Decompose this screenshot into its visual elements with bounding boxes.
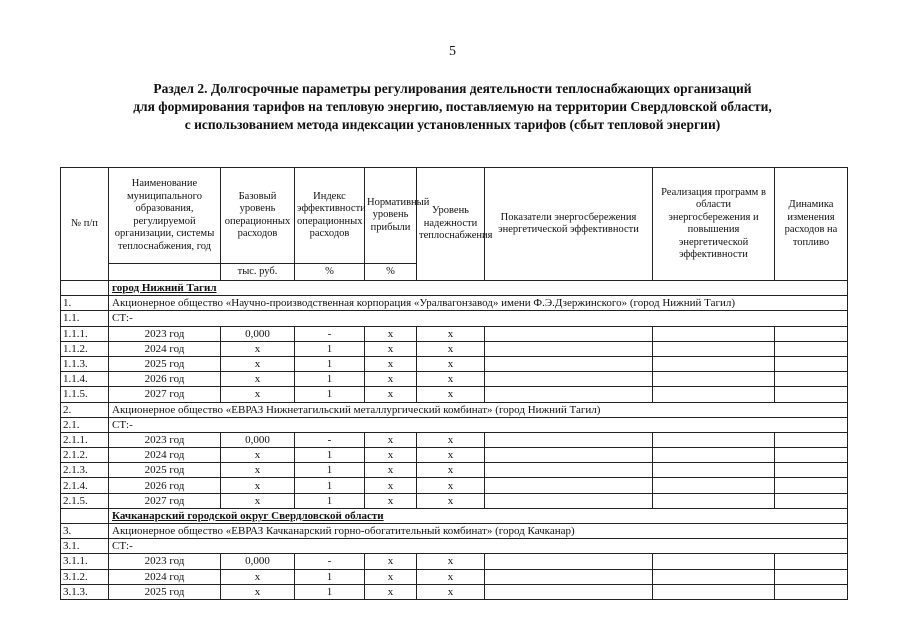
row-number: 1.1.2. — [61, 341, 109, 356]
programs-cell — [653, 584, 775, 599]
tariff-parameters-table — [60, 167, 848, 600]
efficiency-index-cell: 1 — [295, 356, 365, 371]
table-row — [61, 554, 848, 569]
efficiency-index-cell: 1 — [295, 387, 365, 402]
section-title — [109, 281, 848, 296]
reliability-cell: х — [417, 432, 485, 447]
normative-profit-cell: х — [365, 448, 417, 463]
section-title-text: город Нижний Тагил — [112, 282, 217, 295]
fuel-dynamics-cell — [775, 463, 848, 478]
energy-saving-cell — [485, 554, 653, 569]
unit-index: % — [295, 264, 365, 281]
base-opex-cell: х — [221, 356, 295, 371]
row-number: 1.1.4. — [61, 372, 109, 387]
heat-system-row — [61, 539, 848, 554]
base-opex-cell: х — [221, 372, 295, 387]
reliability-cell: х — [417, 478, 485, 493]
base-opex-cell: х — [221, 463, 295, 478]
reliability-cell: х — [417, 463, 485, 478]
reliability-cell: х — [417, 448, 485, 463]
row-number: 2.1. — [61, 417, 109, 432]
heading-line-3: с использованием метода индексации установленных тарифов (сбыт тепловой энергии) — [184, 117, 721, 132]
heat-system-row — [61, 417, 848, 432]
efficiency-index-cell: 1 — [295, 584, 365, 599]
efficiency-index-cell: - — [295, 432, 365, 447]
energy-saving-cell — [485, 493, 653, 508]
normative-profit-cell: х — [365, 387, 417, 402]
table-row — [61, 584, 848, 599]
heat-system-label: СТ:- — [109, 417, 848, 432]
energy-saving-cell — [485, 356, 653, 371]
fuel-dynamics-cell — [775, 341, 848, 356]
col-header-energy: Показатели энергосбережения энергетической эффективности — [485, 168, 653, 281]
fuel-dynamics-cell — [775, 569, 848, 584]
table-row — [61, 326, 848, 341]
base-opex-cell: х — [221, 341, 295, 356]
normative-profit-cell: х — [365, 372, 417, 387]
programs-cell — [653, 341, 775, 356]
efficiency-index-cell: 1 — [295, 341, 365, 356]
heat-system-row — [61, 311, 848, 326]
heat-system-label: СТ:- — [109, 311, 848, 326]
fuel-dynamics-cell — [775, 584, 848, 599]
normative-profit-cell: х — [365, 432, 417, 447]
organization-row — [61, 402, 848, 417]
fuel-dynamics-cell — [775, 356, 848, 371]
base-opex-cell: х — [221, 569, 295, 584]
row-number: 3. — [61, 524, 109, 539]
programs-cell — [653, 478, 775, 493]
row-number: 2.1.5. — [61, 493, 109, 508]
section-row — [61, 508, 848, 523]
section-title — [109, 508, 848, 523]
table-row — [61, 372, 848, 387]
base-opex-cell: х — [221, 493, 295, 508]
table-body — [61, 281, 848, 600]
heading-line-1: Раздел 2. Долгосрочные параметры регулирования деятельности теплоснабжающих организаций — [153, 81, 752, 96]
normative-profit-cell: х — [365, 478, 417, 493]
row-number: 2. — [61, 402, 109, 417]
fuel-dynamics-cell — [775, 554, 848, 569]
col-header-reliability: Уровень надежности теплоснабжения — [417, 168, 485, 281]
fuel-dynamics-cell — [775, 432, 848, 447]
col-header-index: Индекс эффективности операционных расходов — [295, 168, 365, 264]
energy-saving-cell — [485, 341, 653, 356]
year-cell: 2026 год — [109, 372, 221, 387]
row-number: 2.1.4. — [61, 478, 109, 493]
programs-cell — [653, 463, 775, 478]
year-cell: 2024 год — [109, 569, 221, 584]
reliability-cell: х — [417, 387, 485, 402]
fuel-dynamics-cell — [775, 326, 848, 341]
table-row — [61, 341, 848, 356]
normative-profit-cell: х — [365, 463, 417, 478]
energy-saving-cell — [485, 372, 653, 387]
organization-name: Акционерное общество «ЕВРАЗ Нижнетагильский металлургический комбинат» (город Нижний Тагил) — [109, 402, 848, 417]
organization-row — [61, 296, 848, 311]
row-number: 1.1.5. — [61, 387, 109, 402]
row-number: 1. — [61, 296, 109, 311]
col-header-name: Наименование муниципального образования, регулируемой организации, системы теплоснабжения, год — [109, 168, 221, 264]
table-row — [61, 387, 848, 402]
normative-profit-cell: х — [365, 341, 417, 356]
year-cell: 2027 год — [109, 493, 221, 508]
year-cell: 2024 год — [109, 341, 221, 356]
fuel-dynamics-cell — [775, 387, 848, 402]
heat-system-label: СТ:- — [109, 539, 848, 554]
table-row — [61, 432, 848, 447]
efficiency-index-cell: - — [295, 326, 365, 341]
normative-profit-cell: х — [365, 569, 417, 584]
year-cell: 2023 год — [109, 554, 221, 569]
programs-cell — [653, 387, 775, 402]
year-cell: 2027 год — [109, 387, 221, 402]
programs-cell — [653, 356, 775, 371]
year-cell: 2025 год — [109, 463, 221, 478]
table-row — [61, 493, 848, 508]
reliability-cell: х — [417, 326, 485, 341]
col-header-name-unit — [109, 264, 221, 281]
section-row — [61, 281, 848, 296]
programs-cell — [653, 493, 775, 508]
fuel-dynamics-cell — [775, 448, 848, 463]
fuel-dynamics-cell — [775, 372, 848, 387]
table-row — [61, 463, 848, 478]
normative-profit-cell: х — [365, 554, 417, 569]
section-num-cell — [61, 281, 109, 296]
year-cell: 2023 год — [109, 326, 221, 341]
reliability-cell: х — [417, 341, 485, 356]
energy-saving-cell — [485, 448, 653, 463]
row-number: 2.1.1. — [61, 432, 109, 447]
unit-base: тыс. руб. — [221, 264, 295, 281]
efficiency-index-cell: 1 — [295, 493, 365, 508]
efficiency-index-cell: 1 — [295, 478, 365, 493]
base-opex-cell: 0,000 — [221, 554, 295, 569]
col-header-num: № п/п — [61, 168, 109, 281]
reliability-cell: х — [417, 493, 485, 508]
normative-profit-cell: х — [365, 326, 417, 341]
base-opex-cell: 0,000 — [221, 432, 295, 447]
row-number: 2.1.2. — [61, 448, 109, 463]
year-cell: 2023 год — [109, 432, 221, 447]
reliability-cell: х — [417, 356, 485, 371]
energy-saving-cell — [485, 463, 653, 478]
year-cell: 2024 год — [109, 448, 221, 463]
section-heading — [0, 80, 905, 134]
row-number: 3.1.1. — [61, 554, 109, 569]
energy-saving-cell — [485, 432, 653, 447]
base-opex-cell: х — [221, 584, 295, 599]
normative-profit-cell: х — [365, 356, 417, 371]
programs-cell — [653, 372, 775, 387]
programs-cell — [653, 432, 775, 447]
row-number: 1.1. — [61, 311, 109, 326]
base-opex-cell: х — [221, 448, 295, 463]
year-cell: 2026 год — [109, 478, 221, 493]
energy-saving-cell — [485, 478, 653, 493]
row-number: 1.1.3. — [61, 356, 109, 371]
base-opex-cell: 0,000 — [221, 326, 295, 341]
col-header-fuel: Динамика изменения расходов на топливо — [775, 168, 848, 281]
programs-cell — [653, 326, 775, 341]
energy-saving-cell — [485, 326, 653, 341]
table-row — [61, 569, 848, 584]
energy-saving-cell — [485, 569, 653, 584]
energy-saving-cell — [485, 387, 653, 402]
col-header-norm: Нормативный уровень прибыли — [365, 168, 417, 264]
year-cell: 2025 год — [109, 584, 221, 599]
col-header-base: Базовый уровень операционных расходов — [221, 168, 295, 264]
efficiency-index-cell: 1 — [295, 448, 365, 463]
organization-name: Акционерное общество «ЕВРАЗ Качканарский горно-обогатительный комбинат» (город Качканар) — [109, 524, 848, 539]
programs-cell — [653, 448, 775, 463]
normative-profit-cell: х — [365, 584, 417, 599]
table-row — [61, 478, 848, 493]
organization-name: Акционерное общество «Научно-производственная корпорация «Уралвагонзавод» имени Ф.Э.Дзержинского» (город Нижний Тагил) — [109, 296, 848, 311]
efficiency-index-cell: 1 — [295, 569, 365, 584]
reliability-cell: х — [417, 372, 485, 387]
row-number: 3.1.2. — [61, 569, 109, 584]
base-opex-cell: х — [221, 478, 295, 493]
reliability-cell: х — [417, 554, 485, 569]
normative-profit-cell: х — [365, 493, 417, 508]
row-number: 1.1.1. — [61, 326, 109, 341]
programs-cell — [653, 569, 775, 584]
page-number: 5 — [449, 44, 456, 59]
row-number: 3.1. — [61, 539, 109, 554]
programs-cell — [653, 554, 775, 569]
organization-row — [61, 524, 848, 539]
unit-norm: % — [365, 264, 417, 281]
table-row — [61, 356, 848, 371]
year-cell: 2025 год — [109, 356, 221, 371]
col-header-programs: Реализация программ в области энергосбережения и повышения энергетической эффективности — [653, 168, 775, 281]
heading-line-2: для формирования тарифов на тепловую энергию, поставляемую на территории Свердловской области, — [133, 99, 772, 114]
reliability-cell: х — [417, 584, 485, 599]
table-row — [61, 448, 848, 463]
base-opex-cell: х — [221, 387, 295, 402]
energy-saving-cell — [485, 584, 653, 599]
fuel-dynamics-cell — [775, 478, 848, 493]
section-num-cell — [61, 508, 109, 523]
section-title-text: Качканарский городской округ Свердловской области — [112, 509, 384, 522]
reliability-cell: х — [417, 569, 485, 584]
row-number: 3.1.3. — [61, 584, 109, 599]
row-number: 2.1.3. — [61, 463, 109, 478]
efficiency-index-cell: 1 — [295, 463, 365, 478]
efficiency-index-cell: - — [295, 554, 365, 569]
fuel-dynamics-cell — [775, 493, 848, 508]
efficiency-index-cell: 1 — [295, 372, 365, 387]
